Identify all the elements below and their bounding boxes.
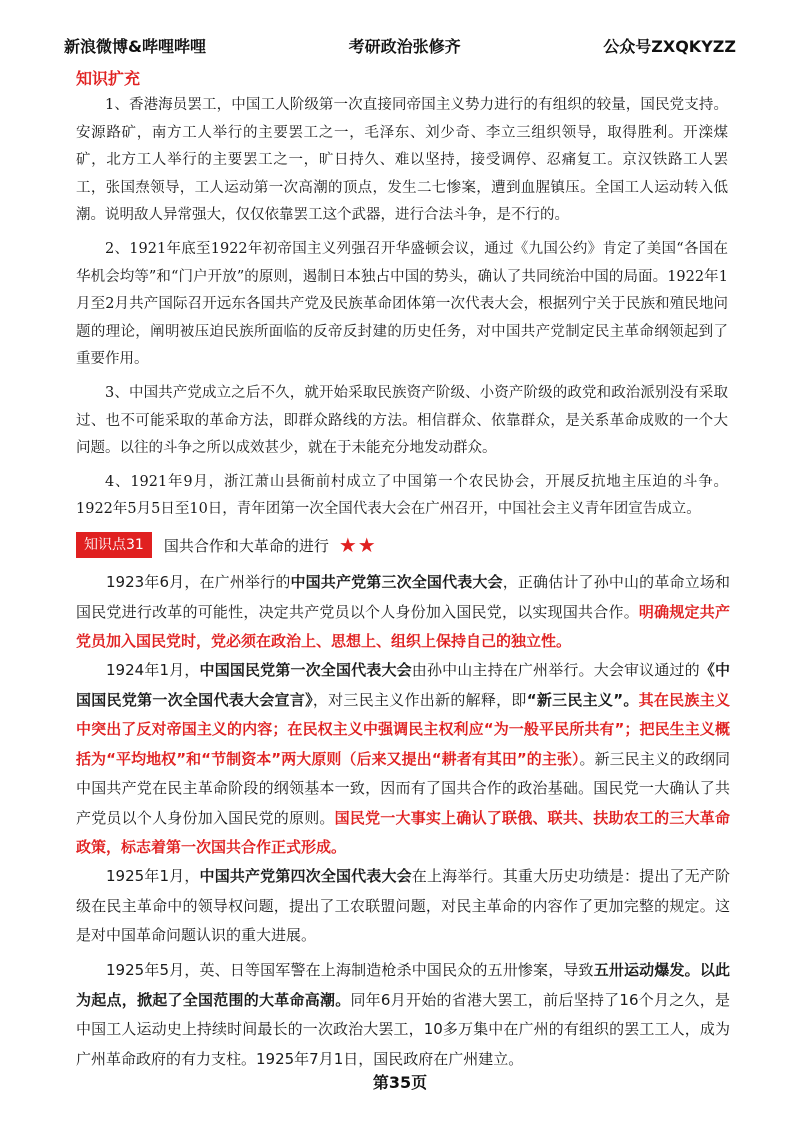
bold-text: 《中国国民党第一次全国代表大会宣言》 [76, 661, 730, 709]
extension-paragraph-3: 3、中国共产党成立之后不久，就开始采取民族资产阶级、小资产阶级的政党和政治派别没有采取过、也不可能采取的革命方法，即群众路线的方法。相信群众、依靠群众，是关系革命成败的一个大问题。以往的斗争之所以成效甚少，就在于未能充分地发动群众。 [76, 384, 728, 457]
knowledge-point-header [76, 531, 377, 559]
text: 1924年1月， [106, 661, 200, 679]
page-number: 第35页 [372, 1073, 428, 1092]
highlight-text: 国民党一大事实上确认了联俄、联共、扶助农工的三大革命政策，标志着第一次国共合作正式形成。 [76, 808, 730, 856]
text: ，正确估计了孙中山的革命立场和国民党进行改革的可能性，决定共产党员以个人身份加入国民党，以实现国共合作。 [76, 573, 730, 621]
bold-text: 中国共产党第四次全国代表大会 [199, 867, 412, 885]
paragraph-1925-jan [76, 862, 730, 951]
extension-heading: 知识扩充 [76, 69, 141, 88]
main-paragraph-2 [76, 656, 730, 863]
text: 。新三民主义的政纲同中国共产党在民主革命阶段的纲领基本一致，因而有了国共合作的政治基础。国民党一大确认了共产党员以个人身份加入国民党的原则。 [76, 749, 730, 827]
header-author: 考研政治张修齐 [348, 36, 461, 56]
text: 1925年5月，英、日等国军警在上海制造枪杀中国民众的五卅惨案，导致 [106, 961, 594, 979]
paragraph-1924 [76, 656, 730, 863]
bold-text: 中国共产党第三次全国代表大会 [290, 573, 503, 591]
text: 在上海举行。其重大历史功绩是：提出了无产阶级在民主革命中的领导权问题，提出了工农联盟问题，对民主革命的内容作了更加完整的规定。这是对中国革命问题认识的重大进展。 [76, 867, 730, 944]
knowledge-point-title: 国共合作和大革命的进行 [163, 536, 329, 555]
main-paragraph-1 [76, 568, 730, 657]
extension-paragraph-4: 4、1921年9月，浙江萧山县衙前村成立了中国第一个农民协会，开展反抗地主压迫的斗争。1922年5月5日至10日，青年团第一次全国代表大会在广州召开，中国社会主义青年团宣告成立。 [76, 473, 728, 518]
text: 由孙中山主持在广州举行。大会审议通过的 [411, 661, 700, 679]
bold-text: 中国国民党第一次全国代表大会 [199, 661, 412, 679]
page-header [64, 30, 736, 60]
paragraph-1925-may [76, 956, 730, 1074]
extension-paragraph-2: 2、1921年底至1922年初帝国主义列强召开华盛顿会议，通过《九国公约》肯定了美国“各国在华机会均等”和“门户开放”的原则，遏制日本独占中国的势头，确认了共同统治中国的局面。1922年1月至2月共产国际召开远东各国共产党及民族革命团体第一次代表大会，根据列宁关于民族和殖民地问题的理论，阐明被压迫民族所面临的反帝反封建的历史任务，对中国共产党制定民主革命纲领起到了重要作用。 [76, 240, 728, 368]
main-paragraph-4 [76, 956, 730, 1074]
highlight-text: 其在民族主义中突出了反对帝国主义的内容；在民权主义中强调民主权利应“为一般平民所共有”；把民生主义概括为“平均地权”和“节制资本”两大原则（后来又提出“耕者有其田”的主张） [76, 690, 730, 768]
header-weibo-bilibili: 新浪微博&哔哩哔哩 [64, 36, 206, 56]
main-paragraph-3 [76, 862, 730, 951]
paragraph-1923 [76, 568, 730, 657]
bold-text: “新三民主义”。 [526, 690, 639, 709]
text: ，对三民主义作出新的解释，即 [312, 690, 527, 709]
text: 1923年6月，在广州举行的 [106, 573, 291, 591]
importance-stars-icon: ★★ [338, 533, 377, 557]
bold-text: 五卅运动爆发。以此为起点，掀起了全国范围的大革命高潮。 [76, 961, 730, 1009]
extension-section [76, 92, 728, 524]
highlight-text: 明确规定共产党员加入国民党时，党必须在政治上、思想上、组织上保持自己的独立性。 [76, 602, 730, 650]
text: 同年6月开始的省港大罢工，前后坚持了16个月之久，是中国工人运动史上持续时间最长的一次政治大罢工，10多万集中在广州的有组织的罢工工人，成为广州革命政府的有力支柱。1925年7月1日，国民政府在广州建立。 [76, 990, 730, 1068]
text: 1925年1月， [106, 867, 200, 885]
header-wechat-account: 公众号ZXQKYZZ [603, 36, 736, 56]
extension-paragraph-1: 1、香港海员罢工，中国工人阶级第一次直接同帝国主义势力进行的有组织的较量，国民党支持。安源路矿，南方工人举行的主要罢工之一，毛泽东、刘少奇、李立三组织领导，取得胜利。开滦煤矿，北方工人举行的主要罢工之一，旷日持久、难以坚持，接受调停、忍痛复工。京汉铁路工人罢工，张国焘领导，工人运动第一次高潮的顶点，发生二七惨案，遭到血腥镇压。全国工人运动转入低潮。说明敌人异常强大，仅仅依靠罢工这个武器，进行合法斗争，是不行的。 [76, 97, 728, 224]
knowledge-point-badge: 知识点31 [76, 532, 152, 558]
